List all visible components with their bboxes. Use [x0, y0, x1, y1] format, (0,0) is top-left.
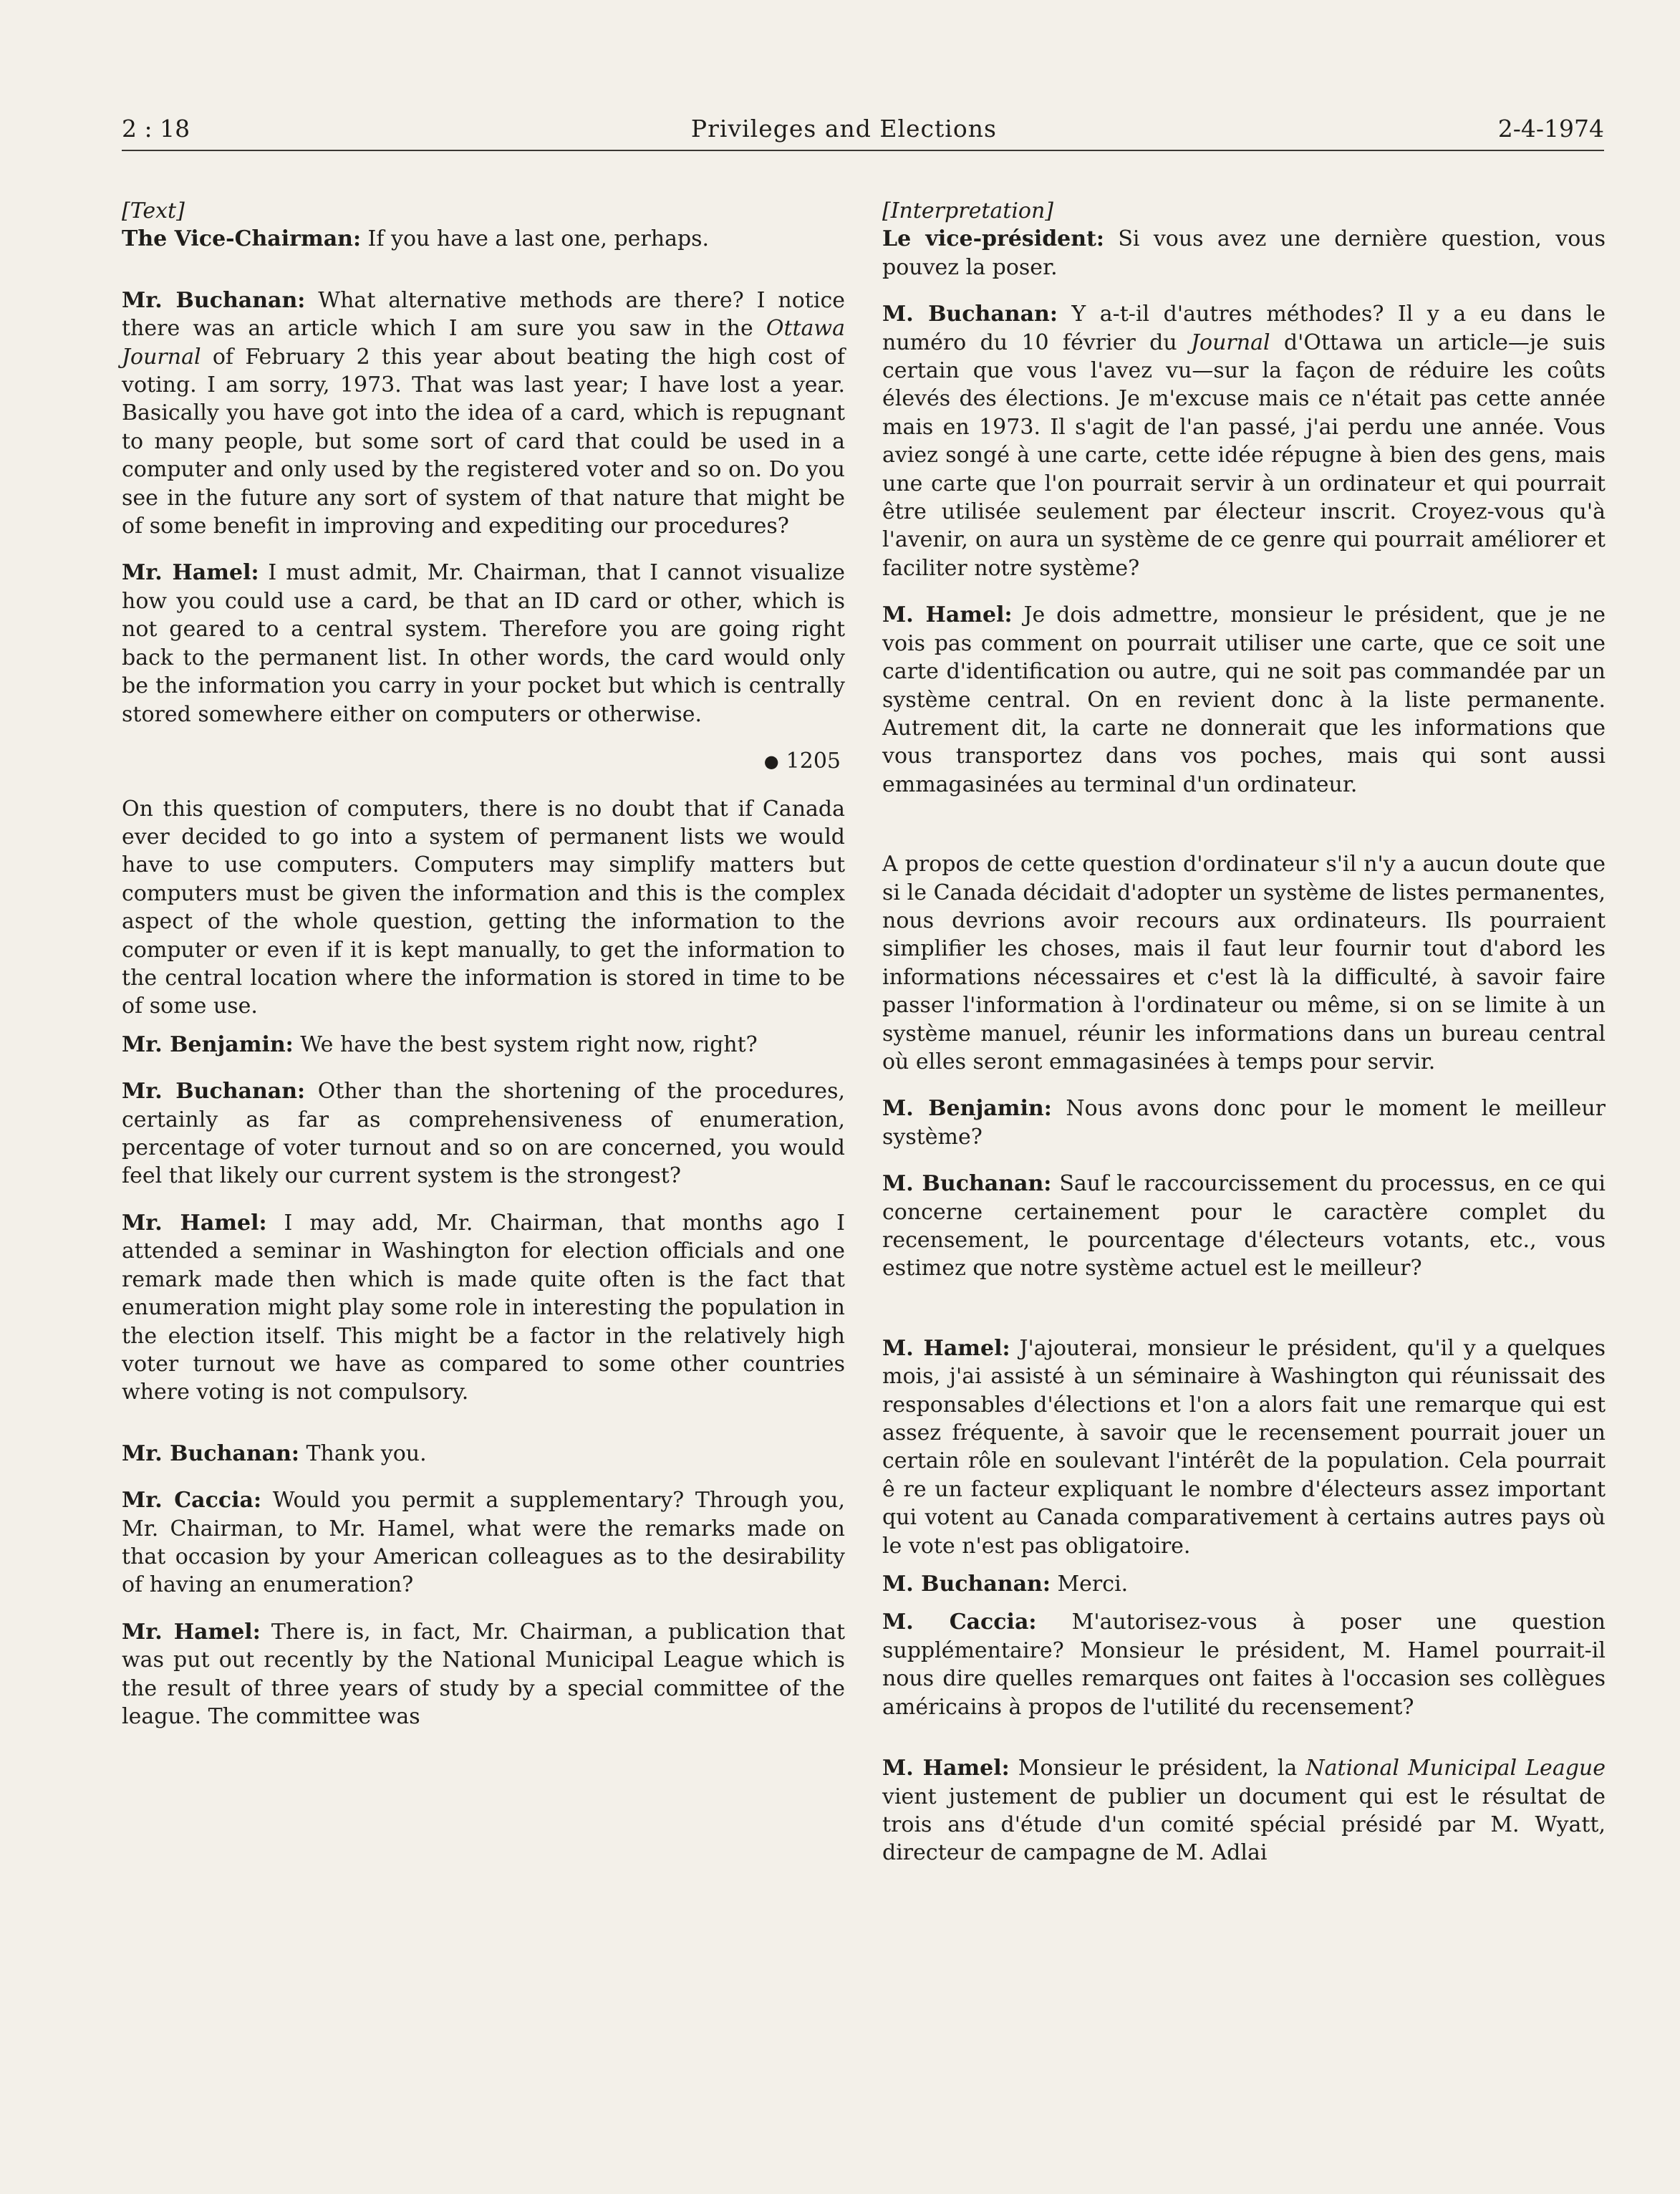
speaker-name: Mr. Caccia:	[122, 1488, 262, 1514]
paragraph-text: Sauf le raccourcissement du processus, en ce qui concerne certainement pour le caractère complet du recensement, le pourcentage d'électeurs votants, etc., vous estimez que notre système actuel est le meilleur?	[882, 1171, 1606, 1281]
paragraph	[882, 1754, 1606, 1867]
speaker-name: Mr. Hamel:	[122, 1210, 267, 1236]
time-marker	[122, 747, 845, 776]
journal-name: Journal	[1191, 329, 1270, 355]
page-header	[122, 115, 1604, 151]
paragraph	[882, 850, 1606, 1076]
paragraph-text: d'Ottawa un article—je suis certain que vous l'avez vu—sur la façon de réduire les coûts élevés des élections. Je m'excuse mais ce n'était pas cette année mais en 1973. Il s'agit de l'an passé, j'ai perdu une année. Vous aviez songé à une carte, cette idée répugne à bien des gens, mais une carte que l'on pourrait servir à un ordinateur et qui pourrait être utilisée seulement par électeur inscrit. Croyez-vous qu'à l'avenir, on aura un système de ce genre qui pourrait améliorer et faciliter notre système?	[882, 329, 1606, 581]
paragraph-text: I may add, Mr. Chairman, that months ago I attended a seminar in Washington for election officials and one remark made then which is made quite often is the fact that enumeration might play some role in interesting the population in the election itself. This might be a factor in the relatively high voter turnout we have as compared to some other countries where voting is not compulsory.	[122, 1210, 846, 1405]
speaker-name: Mr. Buchanan:	[122, 1079, 306, 1105]
paragraph	[122, 795, 845, 1021]
paragraph-text: of February 2 this year about beating the high cost of voting. I am sorry, 1973. That was last year; I have lost a year. Basically you have got into the idea of a card, which is repugnant to many people, but some sort of card that could be used in a computer and only used by the registered voter and so on. Do you see in the future any sort of system of that nature that might be of some benefit in improving and expediting our procedures?	[122, 344, 845, 539]
paragraph	[882, 300, 1606, 582]
paragraph	[122, 1209, 845, 1407]
paragraph	[882, 1608, 1606, 1721]
speaker-name: M. Hamel:	[882, 1756, 1010, 1781]
paragraph	[882, 1334, 1606, 1560]
paragraph-text: Monsieur le président, la	[1009, 1756, 1306, 1781]
paragraph-text: What alternative methods are there? I notice there was an article which I am sure you saw in the	[122, 287, 846, 342]
paragraph-text: Thank you.	[299, 1440, 427, 1466]
paragraph-text: Merci.	[1050, 1572, 1129, 1597]
paragraph	[882, 1170, 1606, 1283]
speaker-name: Mr. Buchanan:	[122, 1440, 299, 1466]
paragraph-text: A propos de cette question d'ordinateur s'il n'y a aucun doute que si le Canada décidait d'adopter un système de listes permanentes, nous devrions avoir recours aux ordinateurs. Ils pourraient simplifier les choses, mais il faut leur fournir tout d'abord les informations nécessaires et c'est là la difficulté, à savoir faire passer l'information à l'ordinateur ou même, si on se limite à un système manuel, réunir les informations dans un bureau central où elles seront emmagasinées à temps pour servir.	[882, 852, 1606, 1074]
paragraph-text: Si vous avez une dernière question, vous pouvez la poser.	[882, 226, 1606, 280]
paragraph-text: M'autorisez-vous à poser une question supplémentaire? Monsieur le président, M. Hamel pourrait-il nous dire quelles remarques ont faites à l'occasion ses collègues américains à propos de l'utilité du recensement?	[882, 1610, 1606, 1720]
speaker-name: M. Benjamin:	[882, 1096, 1052, 1122]
english-column	[122, 197, 845, 1731]
page-number: 2 : 18	[122, 115, 190, 143]
paragraph	[882, 1094, 1606, 1151]
paragraph	[882, 1570, 1606, 1598]
paragraph	[122, 1618, 845, 1731]
speaker-name: The Vice-Chairman:	[122, 226, 362, 252]
paragraph-text: If you have a last one, perhaps.	[361, 226, 710, 252]
paragraph	[122, 287, 845, 541]
speaker-name: Mr. Benjamin:	[122, 1031, 294, 1057]
speaker-name: M. Hamel:	[882, 1335, 1010, 1361]
paragraph-text: We have the best system right now, right?	[293, 1031, 758, 1057]
speaker-name: Mr. Hamel:	[122, 560, 259, 586]
speaker-name: M. Hamel:	[882, 602, 1013, 628]
section-label-interpretation: [Interpretation]	[882, 198, 1054, 223]
time-marker-label: 1205	[786, 748, 841, 774]
section-label-text: [Text]	[122, 198, 185, 223]
league-name: National Municipal League	[1305, 1756, 1606, 1781]
paragraph	[882, 225, 1606, 282]
paragraph-text: Y a-t-il d'autres méthodes? Il y a eu dans le numéro du 10 février du	[882, 302, 1606, 355]
paragraph-text: I must admit, Mr. Chairman, that I cannot visualize how you could use a card, be that an ID card or other, which is not geared to a central system. Therefore you are going right back to the permanent list. In other words, the card would only be the information you carry in your pocket but which is centrally stored somewhere either on computers or otherwise.	[122, 560, 846, 727]
speaker-name: Le vice-président:	[882, 226, 1105, 252]
paragraph	[122, 559, 845, 728]
speaker-name: M. Buchanan:	[882, 302, 1058, 327]
running-title: Privileges and Elections	[690, 115, 997, 143]
speaker-name: Mr. Hamel:	[122, 1619, 261, 1645]
paragraph-text: Would you permit a supplementary? Through you, Mr. Chairman, to Mr. Hamel, what were the remarks made on that occasion by your American colleagues as to the desirability of having an enumeration?	[122, 1488, 845, 1598]
paragraph	[882, 601, 1606, 799]
paragraph	[122, 225, 845, 253]
page-date: 2-4-1974	[1497, 115, 1604, 143]
paragraph-text: Other than the shortening of the procedures, certainly as far as comprehensiveness of enumeration, percentage of voter turnout and so on are concerned, you would feel that likely our current system is the strongest?	[122, 1079, 845, 1189]
speaker-name: M. Buchanan:	[882, 1171, 1052, 1197]
paragraph-text: There is, in fact, Mr. Chairman, a publication that was put out recently by the National Municipal League which is the result of three years of study by a special committee of the league. The committee was	[122, 1619, 846, 1729]
paragraph-text: vient justement de publier un document qui est le résultat de trois ans d'étude d'un comité spécial présidé par M. Wyatt, directeur de campagne de M. Adlai	[882, 1784, 1606, 1866]
paragraph-text: Nous avons donc pour le moment le meilleur système?	[882, 1096, 1606, 1150]
paragraph-text: Je dois admettre, monsieur le président, que je ne vois pas comment on pourrait utiliser une carte, que ce soit une carte d'identification ou autre, qui ne soit pas commandée par un système central. On en revient donc à la liste permanente. Autrement dit, la carte ne donnerait que les informations que vous transportez dans vos poches, mais qui sont aussi emmagasinées au terminal d'un ordinateur.	[882, 602, 1606, 797]
speaker-name: M. Buchanan:	[882, 1572, 1051, 1597]
speaker-name: Mr. Buchanan:	[122, 287, 306, 313]
paragraph	[122, 1440, 845, 1468]
paragraph-text: On this question of computers, there is no doubt that if Canada ever decided to go into a system of permanent lists we would have to use computers. Computers may simplify matters but computers must be given the information and this is the complex aspect of the whole question, getting the information to the computer or even if it is kept manually, to get the information to the central location where the information is stored in time to be of some use.	[122, 796, 845, 1019]
paragraph	[122, 1031, 845, 1059]
speaker-name: M. Caccia:	[882, 1610, 1037, 1635]
journal-name: Ottawa Journal	[122, 316, 845, 370]
french-column	[882, 197, 1606, 1867]
bullet-icon: ●	[763, 751, 779, 772]
paragraph-text: J'ajouterai, monsieur le président, qu'il y a quelques mois, j'ai assisté à un séminaire à Washington qui réunissait des responsables d'élections et l'on a alors fait une remarque qui est assez fréquente, à savoir que le recensement pourrait jouer un certain rôle en soulevant l'intérêt de la population. Cela pourrait ê re un facteur expliquant le nombre d'électeurs assez important qui votent au Canada comparativement à certains autres pays où le vote n'est pas obligatoire.	[882, 1335, 1606, 1559]
paragraph	[122, 1486, 845, 1599]
paragraph	[122, 1077, 845, 1190]
